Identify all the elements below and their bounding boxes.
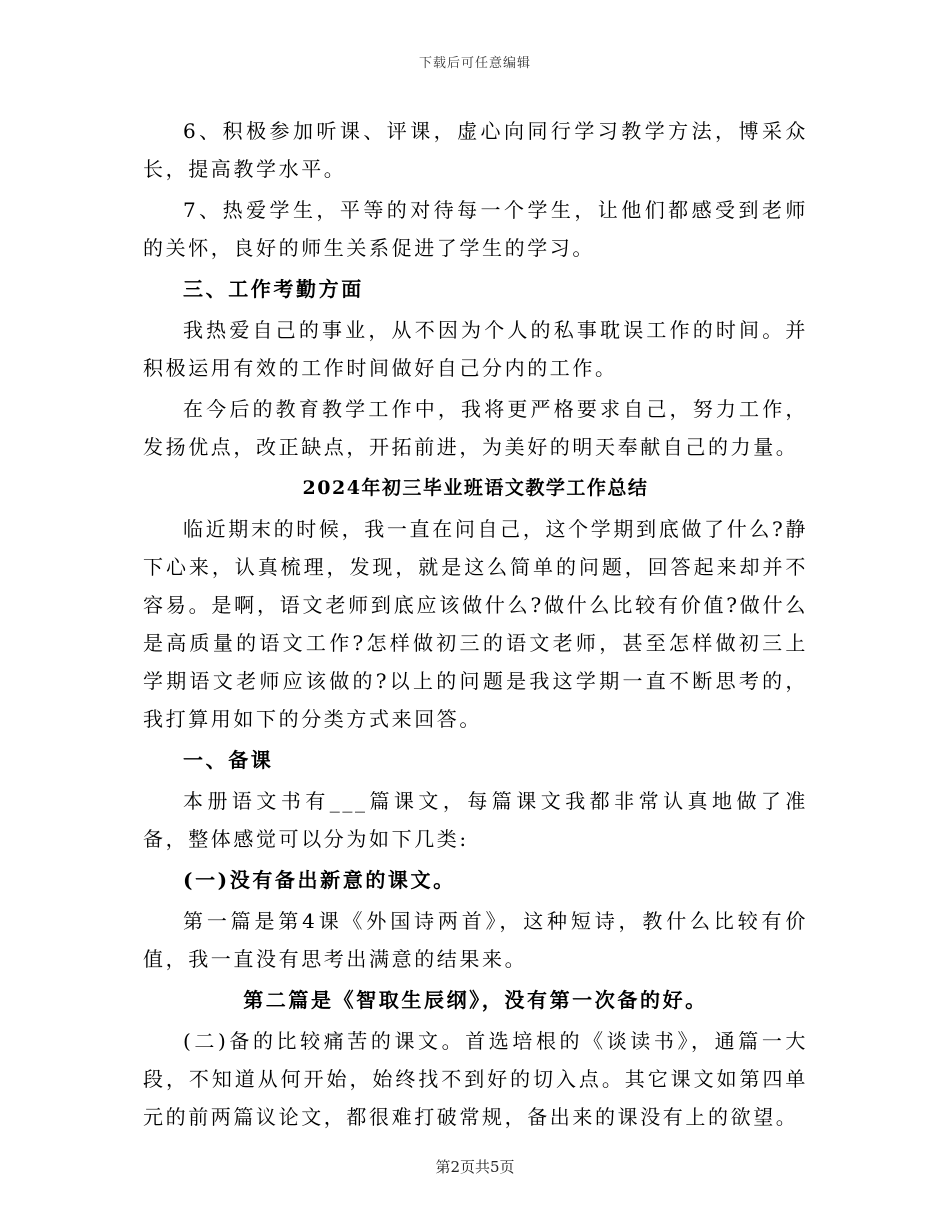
paragraph-future: 在今后的教育教学工作中，我将更严格要求自己，努力工作，发扬优点，改正缺点，开拓前进，为美好的明天奉献自己的力量。 xyxy=(143,397,808,459)
paragraph-item-7: 7、热爱学生，平等的对待每一个学生，让他们都感受到老师的关怀，良好的师生关系促进了学生的学习。 xyxy=(143,198,808,260)
paragraph-intro: 临近期末的时候，我一直在问自己，这个学期到底做了什么?静下心来，认真梳理，发现，就是这么简单的问题，回答起来却并不容易。是啊，语文老师到底应该做什么?做什么比较有价值?做什么是高质量的语文工作?怎样做初三的语文老师，甚至怎样做初三上学期语文老师应该做的?以上的问题是我这学期一直不断思考的，我打算用如下的分类方式来回答。 xyxy=(143,517,808,731)
document-body xyxy=(143,112,808,1139)
page-number: 第2页共5页 xyxy=(435,1158,515,1176)
page-header: 下载后可任意编辑 xyxy=(418,56,531,71)
section-heading-attendance: 三、工作考勤方面 xyxy=(183,277,364,301)
paragraph-second-text: 第二篇是《智取生辰纲》，没有第一次备的好。 xyxy=(243,988,708,1012)
paragraph-item-6: 6、积极参加听课、评课，虚心向同行学习教学方法，博采众长，提高教学水平。 xyxy=(143,119,808,181)
paragraph-first-text: 第一篇是第4课《外国诗两首》，这种短诗，教什么比较有价值，我一直没有思考出满意的结果来。 xyxy=(143,909,808,971)
subheading-no-new-ideas: (一)没有备出新意的课文。 xyxy=(183,868,456,892)
paragraph-painful-prep: (二)备的比较痛苦的课文。首选培根的《谈读书》，通篇一大段，不知道从何开始，始终找不到好的切入点。其它课文如第四单元的前两篇议论文，都很难打破常规，备出来的课没有上的欲望。 xyxy=(143,1029,808,1129)
paragraph-lesson-count: 本册语文书有___篇课文，每篇课文我都非常认真地做了准备，整体感觉可以分为如下几类: xyxy=(143,789,808,851)
document-title: 2024年初三毕业班语文教学工作总结 xyxy=(302,477,649,499)
section-heading-lesson-prep: 一、备课 xyxy=(183,748,274,772)
paragraph-attendance: 我热爱自己的事业，从不因为个人的私事耽误工作的时间。并积极运用有效的工作时间做好自己分内的工作。 xyxy=(143,318,808,380)
